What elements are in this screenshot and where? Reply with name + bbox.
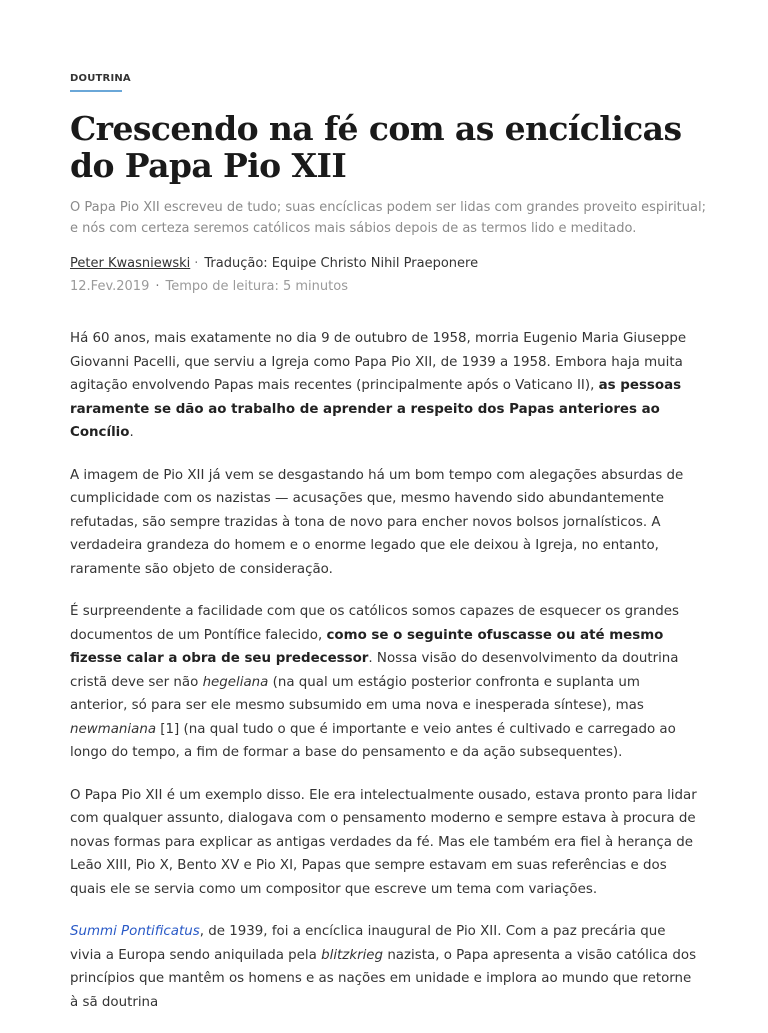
paragraph-text: (na qual um estágio posterior confronta e suplanta um anterior, só para ser ele mesmo subsumido em uma nova e inesperada síntese), mas (70, 674, 644, 713)
author-link[interactable]: Peter Kwasniewski (70, 256, 191, 271)
byline (70, 255, 710, 273)
italic-text: newmaniana (70, 721, 157, 737)
article-meta (70, 278, 710, 296)
article-body (70, 327, 700, 1033)
paragraph-text: A imagem de Pio XII já vem se desgastando há um bom tempo com alegações absurdas de cumplicidade com os nazistas — acusações que, mesmo havendo sido abundantemente refutadas, são sempre trazidas à tona de novo para encher novos bolsos jornalísticos. A verdadeira grandeza do homem e o enorme legado que ele deixou à Igreja, no entanto, raramente são objeto de consideração. (70, 467, 684, 577)
category-link[interactable]: DOUTRINA (70, 73, 131, 84)
category-underline (70, 90, 122, 92)
italic-text: blitzkrieg (321, 947, 384, 963)
paragraph-text: Há 60 anos, mais exatamente no dia 9 de outubro de 1958, morria Eugenio Maria Giuseppe Giovanni Pacelli, que serviu a Igreja como Papa Pio XII, de 1939 a 1958. Embora haja muita agitação envolvendo Papas mais recentes (principalmente após o Vaticano II), (70, 331, 687, 393)
paragraph-text: É surpreendente a facilidade com que os católicos somos capazes de esquecer os grandes documentos de um Pontífice falecido, (70, 604, 679, 643)
meta-separator: · (155, 279, 160, 294)
paragraph-4 (70, 784, 700, 902)
paragraph-text: . Nossa visão do desenvolvimento da doutrina cristã deve ser não (70, 651, 679, 690)
byline-separator: · (194, 256, 199, 271)
paragraph-text: [1] (na qual tudo o que é importante e veio antes é cultivado e carregado ao longo do tempo, a fim de formar a base do pensamento e da ação subsequentes). (70, 721, 676, 760)
encyclical-link[interactable]: Summi Pontificatus (70, 924, 200, 939)
article-title: Crescendo na fé com as encíclicas do Papa Pio XII (70, 109, 682, 185)
paragraph-text: O Papa Pio XII é um exemplo disso. Ele era intelectualmente ousado, estava pronto para lidar com qualquer assunto, dialogava com o pensamento moderno e sempre estava à procura de novas formas para explicar as antigas verdades da fé. Mas ele também era fiel à herança de Leão XIII, Pio X, Bento XV e Pio XI, Papas que sempre estavam em suas referências e dos quais ele se servia como um compositor que escreve um tema com variações. (70, 787, 697, 897)
publish-date: 12.Fev.2019 (70, 279, 150, 294)
reading-time: Tempo de leitura: 5 minutos (165, 279, 348, 294)
paragraph-1 (70, 327, 700, 445)
paragraph-text: , de 1939, foi a encíclica inaugural de Pio XII. Com a paz precária que vivia a Europa sendo aniquilada pela (70, 924, 666, 963)
paragraph-5 (70, 920, 700, 1014)
translation-credit: Tradução: Equipe Christo Nihil Praeponere (204, 256, 479, 271)
article-subtitle: O Papa Pio XII escreveu de tudo; suas encíclicas podem ser lidas com grandes proveito espiritual; e nós com certeza seremos católicos mais sábios depois de as termos lido e meditado. (70, 200, 706, 236)
bold-text: as pessoas raramente se dão ao trabalho de aprender a respeito dos Papas anteriores ao Concílio (70, 378, 682, 440)
paragraph-2 (70, 464, 700, 582)
paragraph-text: . (129, 425, 134, 440)
paragraph-text: nazista, o Papa apresenta a visão católica dos princípios que mantêm os homens e as nações em unidade e implora ao mundo que retorne à sã doutrina (70, 947, 697, 1010)
bold-text: como se o seguinte ofuscasse ou até mesmo fizesse calar a obra de seu predecessor (70, 627, 664, 666)
italic-text: hegeliana (202, 674, 269, 690)
paragraph-3 (70, 600, 700, 765)
